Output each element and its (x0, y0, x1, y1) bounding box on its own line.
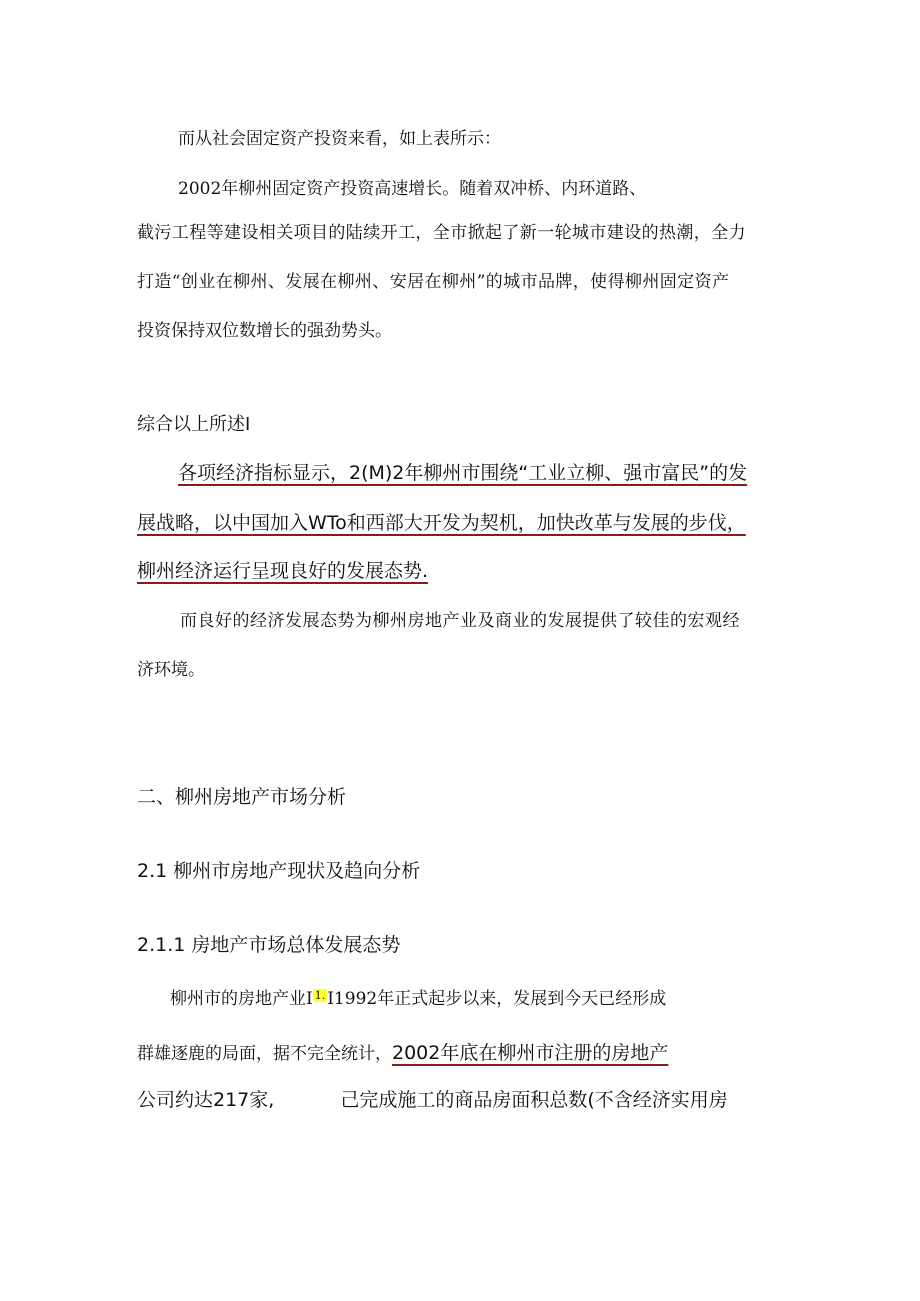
paragraph-investment-growth: 2002年柳州固定资产投资高速增长。随着双冲桥、内环道路、 (178, 179, 647, 199)
completed-area-text: 己完成施工的商品房面积总数(不含经济实用房 (340, 1089, 728, 1111)
section-heading-2-1: 2.1 柳州市房地产现状及趋向分析 (137, 860, 421, 882)
market-overview-text-a: 柳州市的房地产业I (170, 989, 313, 1009)
summary-line-2: 展战略，以中国加入WTo和西部大开发为契机，加快改革与发展的步伐， (137, 512, 746, 534)
summary-line-1: 各项经济指标显示，2(M)2年柳州市围绕“工业立柳、强市富民”的发 (178, 462, 748, 484)
paragraph-investment-growth-cont-1: 截污工程等建设相关项目的陆续开工，全市掀起了新一轮城市建设的热潮，全力 (137, 223, 746, 243)
market-overview-text-b: I1992年正式起步以来，发展到今天已经形成 (327, 989, 667, 1009)
market-overview-underlined: 2002年底在柳州市注册的房地产 (392, 1042, 669, 1064)
paragraph-market-overview (170, 984, 666, 1009)
summary-line-3: 柳州经济运行呈现良好的发展态势. (137, 560, 429, 582)
paragraph-investment-intro: 而从社会固定资产投资来看，如上表所示： (178, 129, 501, 149)
company-count-text: 公司约达217家, (137, 1089, 275, 1111)
paragraph-investment-growth-cont-2: 打造“创业在柳州、发展在柳州、安居在柳州”的城市品牌，使得柳州固定资产 (137, 272, 730, 292)
market-overview-plain: 群雄逐鹿的局面，据不完全统计， (137, 1044, 392, 1064)
paragraph-market-overview-cont-2 (137, 1085, 728, 1112)
section-heading-2: 二、柳州房地产市场分析 (137, 786, 347, 808)
paragraph-investment-growth-cont-3: 投资保持双位数增长的强劲势头。 (137, 321, 392, 341)
paragraph-macro-environment-cont: 济环境。 (137, 660, 205, 680)
summary-label: 综合以上所述I (137, 414, 251, 435)
section-heading-2-1-1: 2.1.1 房地产市场总体发展态势 (137, 934, 401, 956)
highlighted-marker: 1. (314, 989, 326, 1002)
paragraph-macro-environment: 而良好的经济发展态势为柳州房地产业及商业的发展提供了较佳的宏观经 (180, 611, 740, 631)
paragraph-market-overview-cont (137, 1038, 668, 1065)
